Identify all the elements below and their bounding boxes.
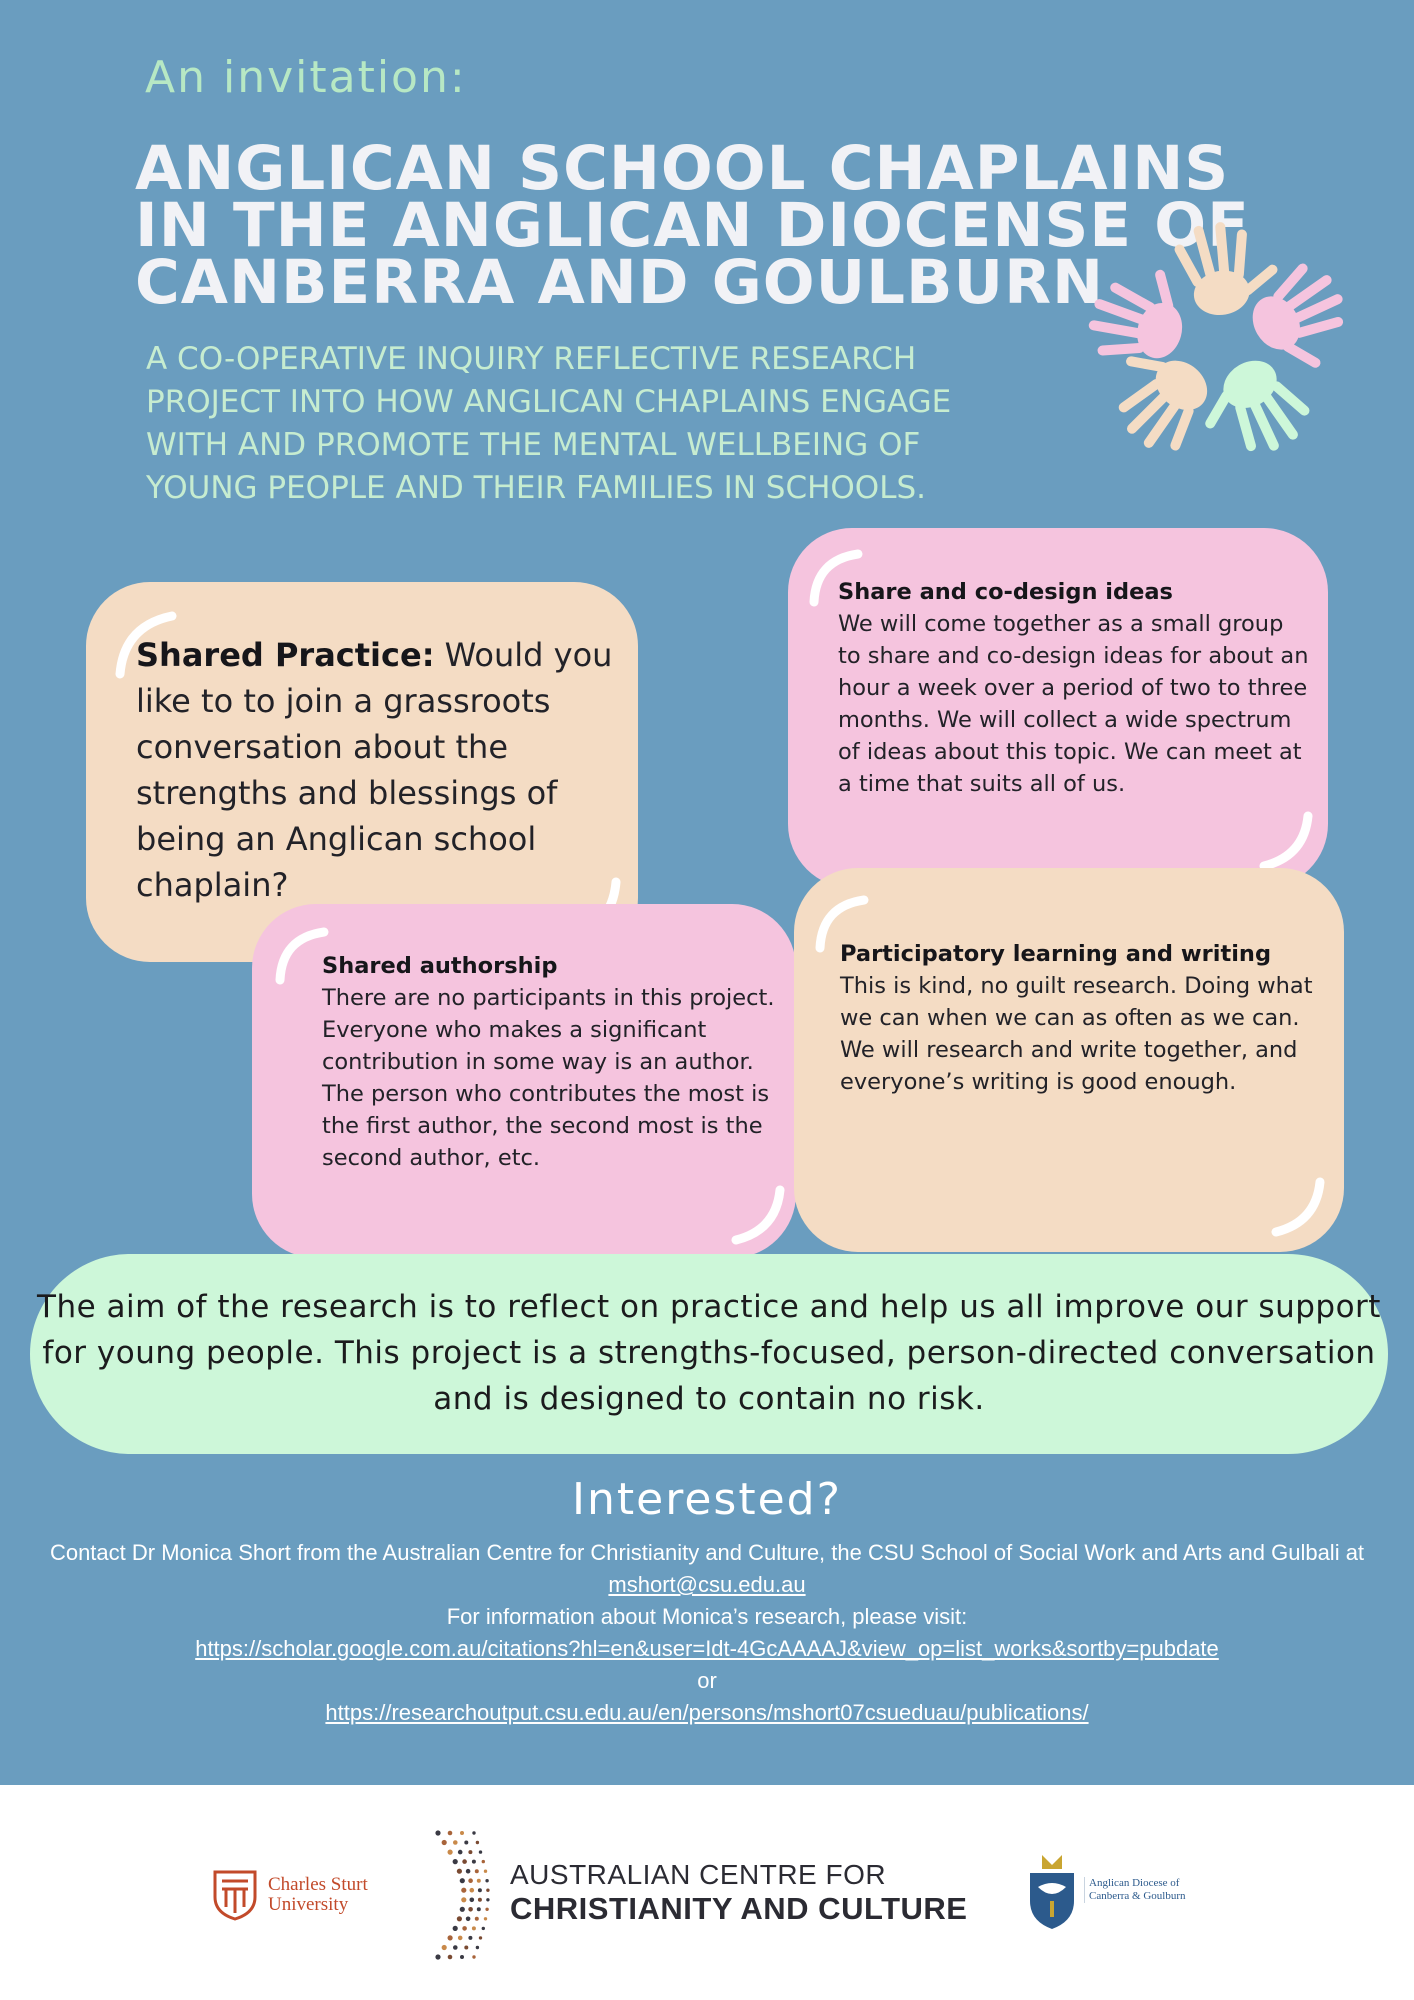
- diocese-logo-text: [1084, 1877, 1186, 1903]
- authorship-content: [322, 950, 777, 1174]
- bubble-accent-icon: [718, 1180, 788, 1250]
- aim-banner: [30, 1254, 1388, 1454]
- diocese-crest-icon: [1024, 1851, 1080, 1933]
- interested-heading: Interested?: [572, 1474, 842, 1525]
- bubble-accent-icon: [1258, 1172, 1328, 1242]
- accc-line2: CHRISTIANITY AND CULTURE: [510, 1891, 968, 1926]
- authorship-bubble: [252, 904, 796, 1258]
- codesign-bubble: [788, 528, 1328, 888]
- accc-logo-text: [510, 1859, 967, 1927]
- contact-block: [30, 1537, 1384, 1729]
- page-subtitle: A CO-OPERATIVE INQUIRY REFLECTIVE RESEARCH PROJECT INTO HOW ANGLICAN CHAPLAINS ENGAGE WITH AND PROMOTE THE MENTAL WELLBEING OF YOUNG PEOPLE AND THEIR FAMILIES IN SCHOOLS.: [146, 341, 952, 506]
- codesign-text: We will come together as a small group to share and co-design ideas for about an hour a week over a period of two to three months. We will collect a wide spectrum of ideas about this topic. We can meet at a time that suits all of us.: [838, 611, 1309, 797]
- shared-practice-text: Would you like to to join a grassroots conversation about the strengths and blessings of being an Anglican school chaplain?: [136, 636, 613, 904]
- shared-practice-content: [136, 632, 614, 908]
- learning-text: This is kind, no guilt research. Doing what we can when we can as often as we can. We will research and write together, and everyone’s writing is good enough.: [840, 973, 1313, 1095]
- learning-title: Participatory learning and writing: [840, 941, 1272, 967]
- diocese-line2: Canberra & Goulburn: [1089, 1890, 1186, 1902]
- contact-text: Contact Dr Monica Short from the Australian Centre for Christianity and Culture, the CSU School of Social Work and Arts and Gulbali at: [49, 1540, 1365, 1565]
- info-line: For information about Monica’s research, please visit:: [446, 1604, 968, 1629]
- research-output-link[interactable]: https://researchoutput.csu.edu.au/en/persons/mshort07csueduau/publications/: [325, 1700, 1089, 1725]
- codesign-title: Share and co-design ideas: [838, 579, 1173, 605]
- csu-shield-icon: [212, 1869, 258, 1921]
- accc-line1: AUSTRALIAN CENTRE FOR: [510, 1859, 887, 1890]
- csu-line2: University: [268, 1894, 349, 1915]
- logos-footer: [0, 1785, 1414, 2000]
- email-link[interactable]: mshort@csu.edu.au: [608, 1572, 806, 1597]
- diocese-line1: Anglican Diocese of: [1089, 1877, 1180, 1889]
- shared-practice-title: Shared Practice:: [136, 636, 435, 674]
- or-text: or: [697, 1668, 717, 1693]
- codesign-content: [838, 576, 1313, 800]
- contact-line: [30, 1537, 1384, 1601]
- csu-logo-text: [268, 1875, 368, 1915]
- csu-line1: Charles Sturt: [268, 1874, 368, 1895]
- learning-bubble: [794, 868, 1344, 1252]
- authorship-text: There are no participants in this project. Everyone who makes a significant contribution in some way is an author. The person who contributes the most is the first author, the second most is the second author, etc.: [322, 985, 775, 1171]
- invitation-intro: An invitation:: [145, 52, 467, 103]
- scholar-link[interactable]: https://scholar.google.com.au/citations?hl=en&user=Idt-4GcAAAAJ&view_op=list_works&sortby=pubdate: [195, 1636, 1219, 1661]
- authorship-title: Shared authorship: [322, 953, 558, 979]
- learning-content: [840, 938, 1330, 1098]
- hands-circle-icon: [1080, 208, 1350, 468]
- accc-dotted-arc-icon: [424, 1825, 504, 1965]
- page-title: ANGLICAN SCHOOL CHAPLAINS IN THE ANGLICAN DIOCENSE OF CANBERRA AND GOULBURN: [135, 133, 1250, 318]
- aim-text: The aim of the research is to reflect on practice and help us all improve our support for young people. This project is a strengths-focused, person-directed conversation and is designed to contain no risk.: [37, 1289, 1381, 1417]
- bubble-accent-icon: [1246, 806, 1316, 876]
